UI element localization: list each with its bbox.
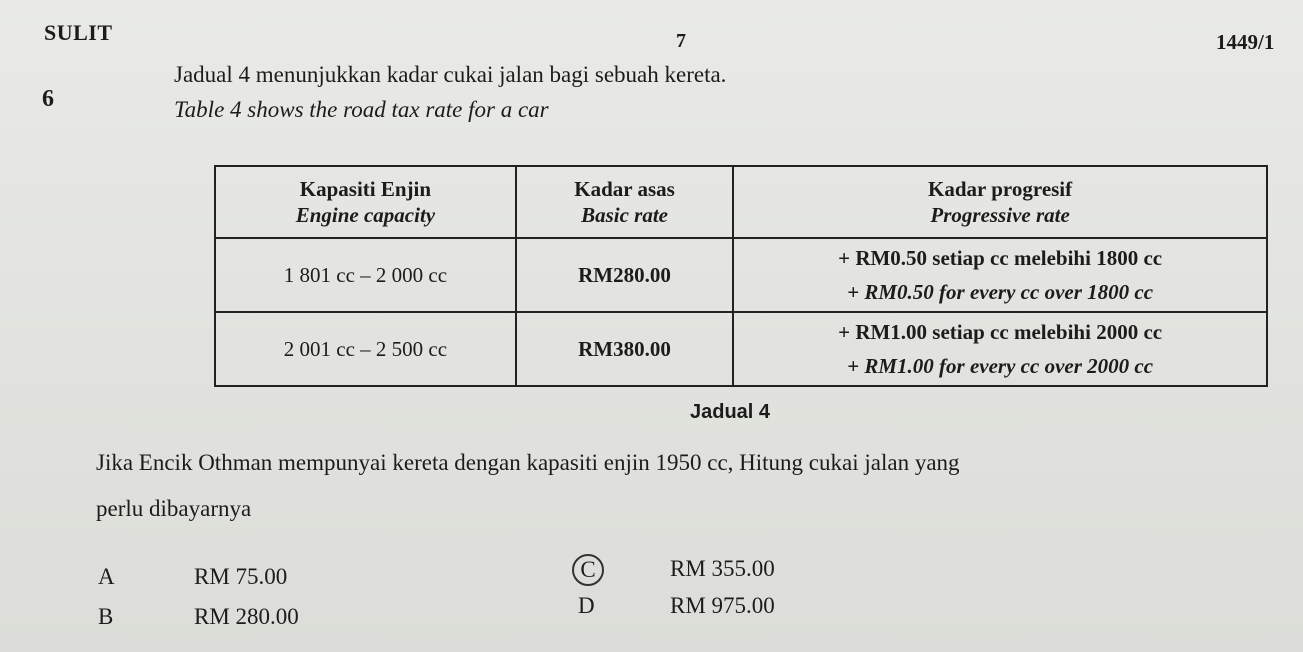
table-caption: Jadual 4 [690,401,771,423]
option-letter: A [98,564,115,589]
option-letter: B [98,604,114,629]
progressive-malay: + RM1.00 setiap cc melebihi 2000 cc [838,320,1163,344]
question-intro-english: Table 4 shows the road tax rate for a car [174,97,549,122]
prompt-line: perlu dibayarnya [96,496,252,521]
page-number: 7 [676,30,686,52]
question-intro-malay: Jadual 4 menunjukkan kadar cukai jalan bagi sebuah kereta. [174,62,727,87]
option-value: RM 355.00 [670,556,775,581]
paper-code: 1449/1 [1216,30,1275,54]
option-value: RM 975.00 [670,593,775,618]
option-letter-circled: C [572,554,604,586]
header-english: Basic rate [581,203,668,227]
table-row [215,238,1267,312]
header-basic-rate [516,166,733,238]
confidential-label: SULIT [44,20,113,45]
question-prompt [96,440,1266,532]
progressive-malay: + RM0.50 setiap cc melebihi 1800 cc [838,246,1163,270]
table-header-row [215,166,1267,238]
header-progressive-rate [733,166,1267,238]
progressive-english: + RM0.50 for every cc over 1800 cc [847,280,1154,304]
header-malay: Kadar asas [574,177,675,201]
capacity-cell: 1 801 cc – 2 000 cc [215,238,516,312]
basic-rate-cell: RM380.00 [516,312,733,386]
prompt-line: Jika Encik Othman mempunyai kereta dengan kapasiti enjin 1950 cc, Hitung cukai jalan yang [96,450,960,475]
option-letter: D [578,593,595,618]
header-english: Progressive rate [930,203,1070,227]
basic-rate-cell: RM280.00 [516,238,733,312]
progressive-english: + RM1.00 for every cc over 2000 cc [847,354,1154,378]
progressive-rate-cell [733,238,1267,312]
progressive-rate-cell [733,312,1267,386]
option-value: RM 280.00 [194,604,299,629]
capacity-cell: 2 001 cc – 2 500 cc [215,312,516,386]
header-malay: Kadar progresif [928,177,1073,201]
table-row [215,312,1267,386]
header-malay: Kapasiti Enjin [299,177,432,201]
road-tax-table [214,165,1268,387]
header-engine-capacity [215,166,516,238]
question-number: 6 [42,86,54,112]
header-english: Engine capacity [295,203,436,227]
option-value: RM 75.00 [194,564,288,589]
